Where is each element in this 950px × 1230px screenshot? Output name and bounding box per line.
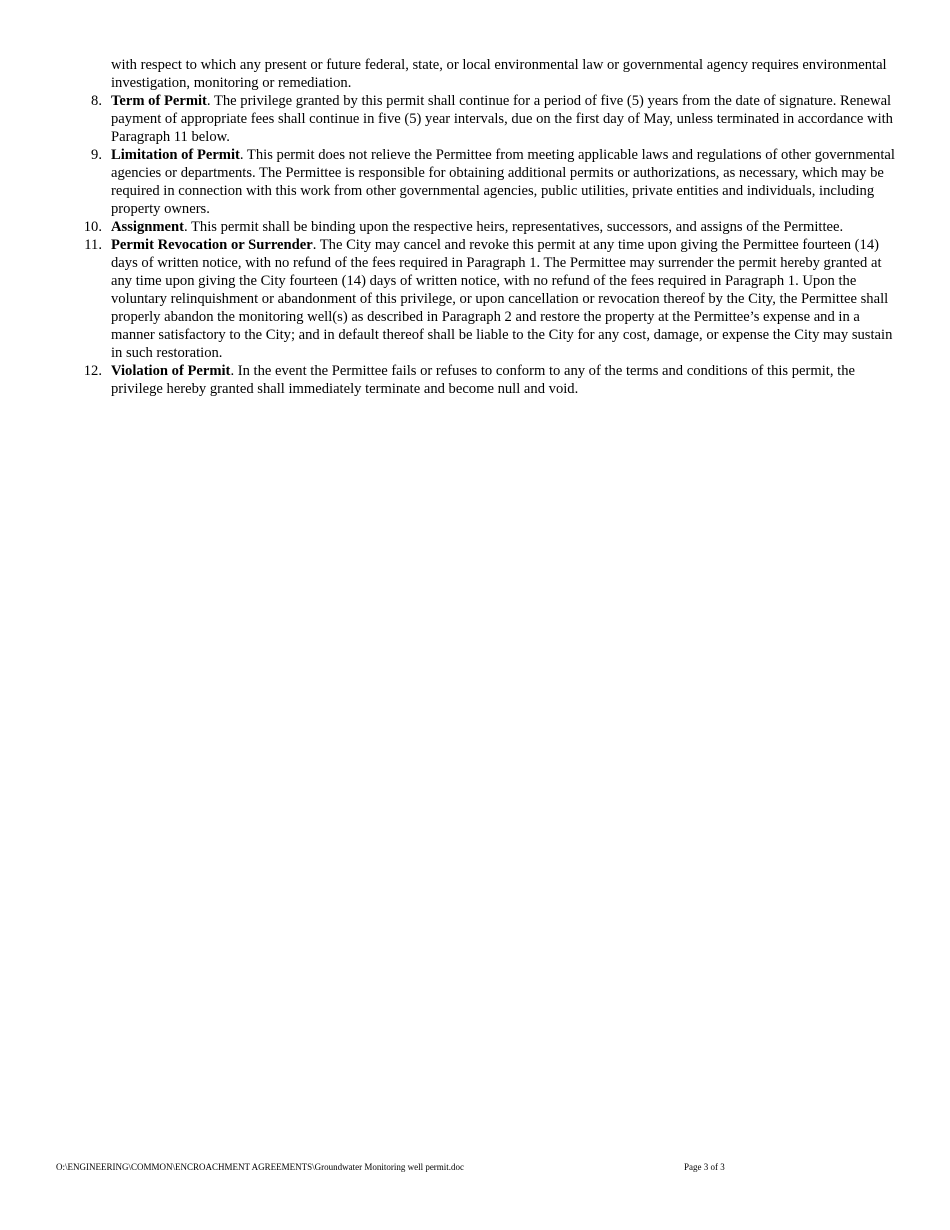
item-number: 8. [91, 93, 102, 109]
permit-item-revocation [76, 236, 896, 362]
footer-page-number: Page 3 of 3 [684, 1162, 725, 1172]
item-text: . This permit shall be binding upon the respective heirs, representatives, successors, and assigns of the Permittee. [183, 219, 844, 235]
item-text: . The City may cancel and revoke this permit at any time upon giving the Permittee fourteen (14) days of written notice, with no refund of the fees required in Paragraph 1. The Permittee may surrender the permit hereby granted at any time upon giving the City fourteen (14) days of written notice, with no refund of the fees required in Paragraph 1. Upon the voluntary relinquishment or abandonment of this privilege, or upon cancellation or revocation thereof by the City, the Permittee shall properly abandon the monitoring well(s) as described in Paragraph 2 and restore the property at the Permittee’s expense and in a manner satisfactory to the City; and in default thereof shall be liable to the City for any cost, damage, or expense the City may sustain in such restoration. [111, 237, 893, 361]
permit-item-term [76, 92, 896, 146]
item-title: Term of Permit [111, 93, 207, 109]
item-number: 12. [83, 363, 102, 379]
item-title: Permit Revocation or Surrender [111, 237, 313, 253]
item-text: . The privilege granted by this permit shall continue for a period of five (5) years from the date of signature. Renewal payment of appropriate fees shall continue in five (5) year intervals, due on the first day of May, unless terminated in accordance with Paragraph 11 below. [111, 93, 893, 145]
item-title: Assignment [111, 219, 184, 235]
item-text: . This permit does not relieve the Permittee from meeting applicable laws and regulations of other governmental agencies or departments. The Permittee is responsible for obtaining additional permits or authorizations, as necessary, which may be required in connection with this work from other governmental agencies, public utilities, private entities and individuals, including property owners. [111, 147, 895, 217]
permit-item-assignment [76, 218, 896, 236]
document-body [76, 56, 896, 398]
continuation-paragraph: with respect to which any present or future federal, state, or local environmental law or governmental agency requires environmental investigation, monitoring or remediation. [111, 57, 887, 91]
item-text: . In the event the Permittee fails or refuses to conform to any of the terms and conditions of this permit, the privilege hereby granted shall immediately terminate and become null and void. [111, 363, 855, 397]
permit-item-violation [76, 362, 896, 398]
item-number: 11. [84, 237, 102, 253]
item-number: 10. [83, 219, 102, 235]
footer-file-path: O:\ENGINEERING\COMMON\ENCROACHMENT AGREEMENTS\Groundwater Monitoring well permit.doc [56, 1162, 465, 1172]
item-title: Violation of Permit [111, 363, 231, 379]
permit-item-limitation [76, 146, 896, 218]
item-number: 9. [91, 147, 102, 163]
item-title: Limitation of Permit [111, 147, 240, 163]
